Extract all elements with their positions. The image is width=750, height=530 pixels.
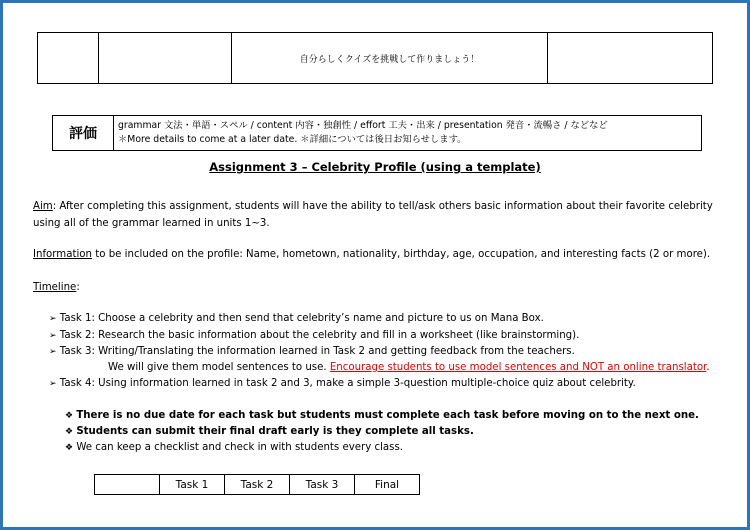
information-label: Information	[33, 249, 92, 260]
note-1	[65, 410, 699, 421]
diamond-bullet-icon: ❖	[65, 427, 74, 437]
task-3-highlight: Encourage students to use model sentences and NOT an online translator	[329, 362, 707, 373]
checklist-col-task-1: Task 1	[160, 475, 225, 495]
timeline-heading	[33, 282, 80, 293]
task-2-text: Task 2: Research the basic information about the celebrity and fill in a worksheet (like brainstorming).	[59, 330, 580, 341]
task-1-text: Task 1: Choose a celebrity and then send that celebrity’s name and picture to us on Mana Box.	[59, 313, 544, 324]
task-2-item	[49, 330, 579, 341]
evaluation-criteria	[114, 116, 702, 151]
arrow-bullet-icon: ➢	[49, 314, 57, 324]
checklist-col-task-2: Task 2	[225, 475, 290, 495]
checklist-col-final: Final	[355, 475, 420, 495]
arrow-bullet-icon: ➢	[49, 347, 57, 357]
evaluation-line-1: grammar 文法・単語・スペル / content 内容・独創性 / effort 工夫・出来 / presentation 発音・流暢さ / などなど	[118, 120, 608, 131]
evaluation-line-2: ＊More details to come at a later date. ＊詳細については後日お知らせします。	[118, 134, 467, 145]
quiz-message: 自分らしくクイズを挑戦して作りましょう！	[232, 33, 548, 84]
diamond-bullet-icon: ❖	[65, 411, 74, 421]
top-table-cell-1	[38, 33, 99, 84]
diamond-bullet-icon: ❖	[65, 443, 74, 453]
checklist-col-0	[95, 475, 160, 495]
arrow-bullet-icon: ➢	[49, 331, 57, 341]
information-text: to be included on the profile: Name, hometown, nationality, birthday, age, occupation, and interesting facts (2 or more).	[91, 249, 711, 260]
task-3-text: Task 3: Writing/Translating the information learned in Task 2 and getting feedback from the teachers.	[59, 346, 575, 357]
aim-label: Aim	[33, 201, 53, 212]
aim-text-1: : After completing this assignment, students will have the ability to tell/ask others basic information about their favorite celebrity	[52, 201, 713, 212]
task-3-end: .	[706, 362, 710, 373]
information-paragraph	[33, 249, 710, 260]
timeline-label: Timeline	[33, 282, 77, 293]
checklist-table	[94, 474, 420, 495]
task-1-item	[49, 313, 544, 324]
note-1-text: There is no due date for each task but students must complete each task before moving on to the next one.	[76, 410, 699, 421]
evaluation-header: 評価	[53, 116, 114, 151]
note-2-text: Students can submit their final draft early is they complete all tasks.	[76, 426, 474, 437]
top-table	[37, 32, 713, 84]
top-table-cell-2	[99, 33, 232, 84]
checklist-col-task-3: Task 3	[290, 475, 355, 495]
arrow-bullet-icon: ➢	[49, 379, 57, 389]
note-3	[65, 442, 403, 453]
task-3-model-text: We will give them model sentences to use.	[108, 362, 330, 373]
note-2	[65, 426, 474, 437]
evaluation-table	[52, 115, 702, 151]
note-3-text: We can keep a checklist and check in with students every class.	[76, 442, 404, 453]
task-3-continuation	[108, 362, 710, 373]
aim-text-2: using all of the grammar learned in units 1~3.	[33, 218, 270, 229]
aim-paragraph	[33, 201, 713, 212]
task-4-item	[49, 378, 636, 389]
assignment-title: Assignment 3 – Celebrity Profile (using a template)	[209, 160, 541, 174]
timeline-colon: :	[76, 282, 80, 293]
task-4-text: Task 4: Using information learned in task 2 and 3, make a simple 3-question multiple-choice quiz about celebrity.	[59, 378, 636, 389]
top-table-cell-4	[548, 33, 713, 84]
task-3-item	[49, 346, 575, 357]
